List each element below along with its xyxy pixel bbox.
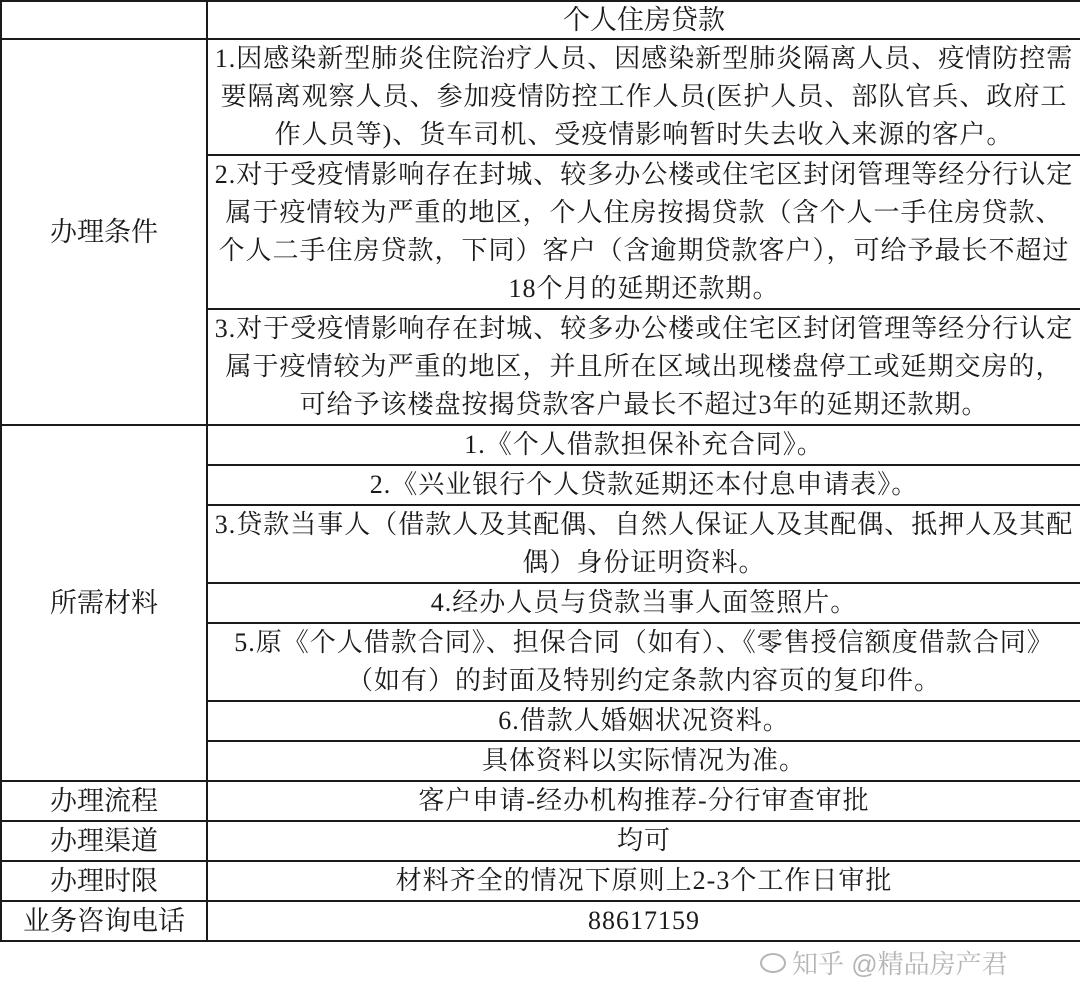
material-item-6: 6.借款人婚姻状况资料。: [207, 701, 1080, 741]
material-item-4: 4.经办人员与贷款当事人面签照片。: [207, 583, 1080, 623]
material-item-3: 3.贷款当事人（借款人及其配偶、自然人保证人及其配偶、抵押人及其配偶）身份证明资料。: [207, 505, 1080, 583]
time-limit-label: 办理时限: [1, 861, 207, 901]
condition-item-2: 2.对于受疫情影响存在封城、较多办公楼或住宅区封闭管理等经分行认定属于疫情较为严重的地区，个人住房按揭贷款（含个人一手住房贷款、个人二手住房贷款，下同）客户（含逾期贷款客户），可给予最长不超过18个月的延期还款期。: [207, 155, 1080, 309]
material-item-2: 2.《兴业银行个人贷款延期还本付息申请表》。: [207, 465, 1080, 505]
materials-label: 所需材料: [1, 425, 207, 781]
condition-item-3: 3.对于受疫情影响存在封城、较多办公楼或住宅区封闭管理等经分行认定属于疫情较为严重的地区，并且所在区域出现楼盘停工或延期交房的，可给予该楼盘按揭贷款客户最长不超过3年的延期还款期。: [207, 309, 1080, 425]
chat-bubble-icon: [760, 953, 786, 973]
hotline-value: 88617159: [207, 901, 1080, 941]
watermark: [760, 944, 1008, 981]
time-limit-value: 材料齐全的情况下原则上2-3个工作日审批: [207, 861, 1080, 901]
condition-item-1: 1.因感染新型肺炎住院治疗人员、因感染新型肺炎隔离人员、疫情防控需要隔离观察人员、参加疫情防控工作人员(医护人员、部队官兵、政府工作人员等)、货车司机、受疫情影响暂时失去收入来源的客户。: [207, 39, 1080, 155]
material-item-5: 5.原《个人借款合同》、担保合同（如有）、《零售授信额度借款合同》（如有）的封面及特别约定条款内容页的复印件。: [207, 623, 1080, 701]
channel-label: 办理渠道: [1, 821, 207, 861]
material-note: 具体资料以实际情况为准。: [207, 741, 1080, 781]
table-title: 个人住房贷款: [207, 1, 1080, 39]
header-blank-cell: [1, 1, 207, 39]
process-value: 客户申请-经办机构推荐-分行审查审批: [207, 781, 1080, 821]
channel-value: 均可: [207, 821, 1080, 861]
hotline-label: 业务咨询电话: [1, 901, 207, 941]
process-label: 办理流程: [1, 781, 207, 821]
conditions-label: 办理条件: [1, 39, 207, 425]
watermark-text: 知乎 @精品房产君: [792, 949, 1008, 979]
material-item-1: 1.《个人借款担保补充合同》。: [207, 425, 1080, 465]
